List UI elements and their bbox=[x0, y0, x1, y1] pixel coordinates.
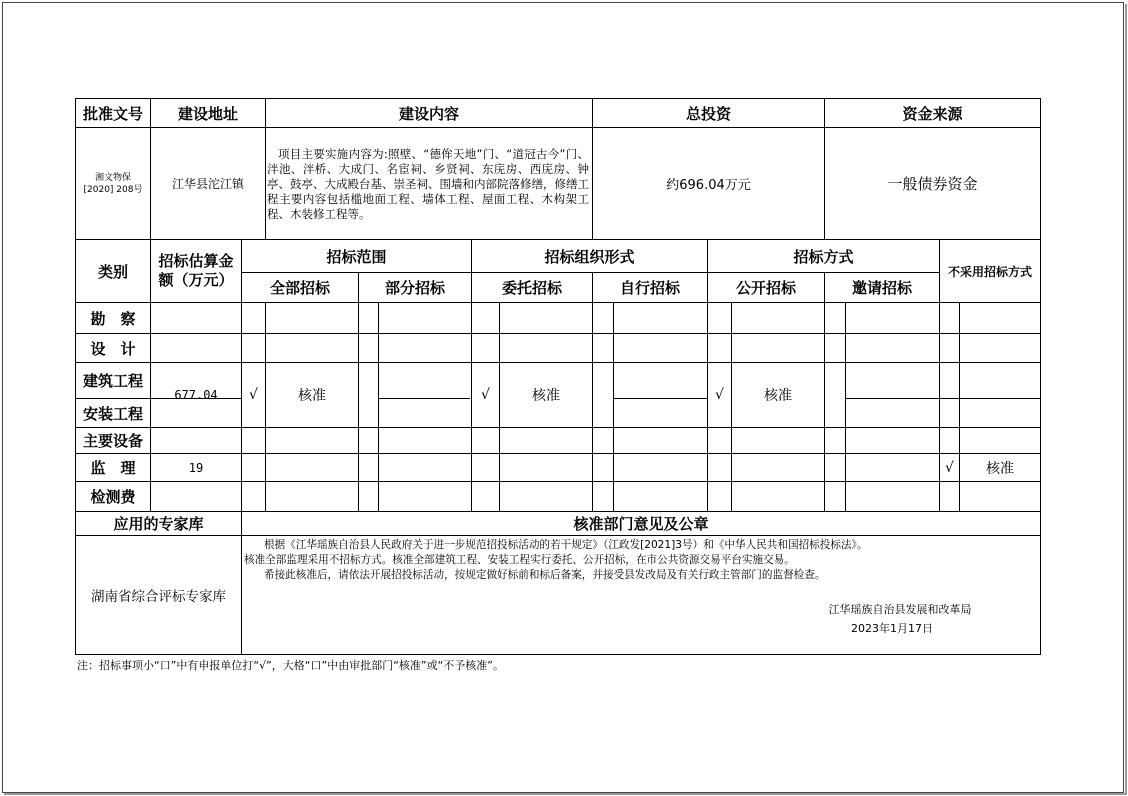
supervision-amount: 19 bbox=[188, 460, 204, 475]
project-location: 江华县沱江镇 bbox=[171, 177, 244, 191]
header-approval-no: 批准文号 bbox=[82, 104, 143, 123]
row-supervision: 监 理 bbox=[90, 459, 136, 477]
bid-method-header: 招标方式 bbox=[793, 247, 854, 266]
org-entrust-checkbox: √ bbox=[481, 387, 490, 403]
header-investment: 总投资 bbox=[685, 104, 731, 123]
opinion-line3: 希接此核准后，请依法开展招投标活动，按规定做好标前和标后备案，并接受县发改局及有关行政主管部门的监督检查。 bbox=[264, 569, 826, 581]
opinion-org: 江华瑶族自治县发展和改革局 bbox=[828, 603, 972, 616]
expert-library: 湖南省综合评标专家库 bbox=[91, 589, 226, 605]
method-invite-header: 邀请招标 bbox=[851, 279, 912, 297]
row-equipment: 主要设备 bbox=[82, 432, 143, 450]
no-bid-header: 不采用招标方式 bbox=[947, 264, 1032, 279]
frame-shadow bbox=[1125, 4, 1127, 795]
scope-full-header: 全部招标 bbox=[269, 279, 330, 297]
bid-estimate-header: 招标估算金额（万元） bbox=[158, 252, 234, 289]
row-testing: 检测费 bbox=[90, 488, 136, 506]
row-construction: 建筑工程 bbox=[82, 372, 143, 390]
project-funding: 一般债券资金 bbox=[887, 175, 978, 193]
approval-number-line2: [2020] 208号 bbox=[83, 184, 143, 195]
method-public-header: 公开招标 bbox=[735, 279, 796, 297]
footnote: 注：招标事项小“口”中有申报单位打“√”，大格“口”中由审批部门“核准”或“不予核准”。 bbox=[77, 659, 504, 672]
header-funding: 资金来源 bbox=[902, 104, 963, 123]
org-entrust-approval: 核准 bbox=[532, 388, 560, 404]
org-self-header: 自行招标 bbox=[619, 279, 680, 297]
project-investment: 约696.04万元 bbox=[666, 178, 751, 193]
scope-partial-header: 部分招标 bbox=[384, 279, 445, 297]
opinion-line2: 核准全部监理采用不招标方式。核准全部建筑工程、安装工程实行委托、公开招标，在市公共资源交易平台实施交易。 bbox=[244, 554, 795, 566]
opinion-text bbox=[244, 538, 1038, 583]
method-public-checkbox: √ bbox=[715, 387, 724, 403]
frame-shadow bbox=[4, 793, 1127, 795]
header-location: 建设地址 bbox=[177, 104, 238, 123]
bid-org-header: 招标组织形式 bbox=[544, 247, 635, 266]
row-design: 设 计 bbox=[90, 339, 136, 358]
project-content: 项目主要实施内容为:照壁、“德侔天地”门、“道冠古今”门、泮池、泮桥、大成门、名宦祠、乡贤祠、东庑房、西庑房、钟亭、鼓亭、大成殿台基、崇圣祠、围墙和内部院落修缮，修缮工程主要内容包括槛地面工程、墙体工程、屋面工程、木构架工程、木装修工程等。 bbox=[267, 147, 589, 221]
construction-amount: 677.04 bbox=[174, 388, 218, 402]
row-installation: 安装工程 bbox=[82, 404, 143, 423]
opinion-date: 2023年1月17日 bbox=[851, 622, 933, 635]
scope-full-approval: 核准 bbox=[298, 388, 326, 404]
approval-number bbox=[76, 128, 150, 239]
row-survey: 勘 察 bbox=[90, 309, 136, 328]
scope-full-checkbox: √ bbox=[249, 387, 258, 403]
org-entrust-header: 委托招标 bbox=[501, 279, 562, 297]
header-content: 建设内容 bbox=[398, 104, 459, 123]
no-bid-approval: 核准 bbox=[986, 460, 1014, 477]
bid-category-header: 类别 bbox=[97, 262, 128, 281]
approval-number-line1: 湘文物保 bbox=[94, 172, 131, 183]
opinion-line1: 根据《江华瑶族自治县人民政府关于进一步规范招投标活动的若干规定》（江政发[2021]3号）和《中华人民共和国招标投标法》。 bbox=[264, 539, 868, 551]
opinion-label: 核准部门意见及公章 bbox=[573, 515, 709, 533]
expert-label: 应用的专家库 bbox=[113, 515, 204, 533]
no-bid-checkbox: √ bbox=[945, 459, 954, 476]
method-public-approval: 核准 bbox=[764, 388, 792, 404]
bid-scope-header: 招标范围 bbox=[326, 247, 387, 266]
